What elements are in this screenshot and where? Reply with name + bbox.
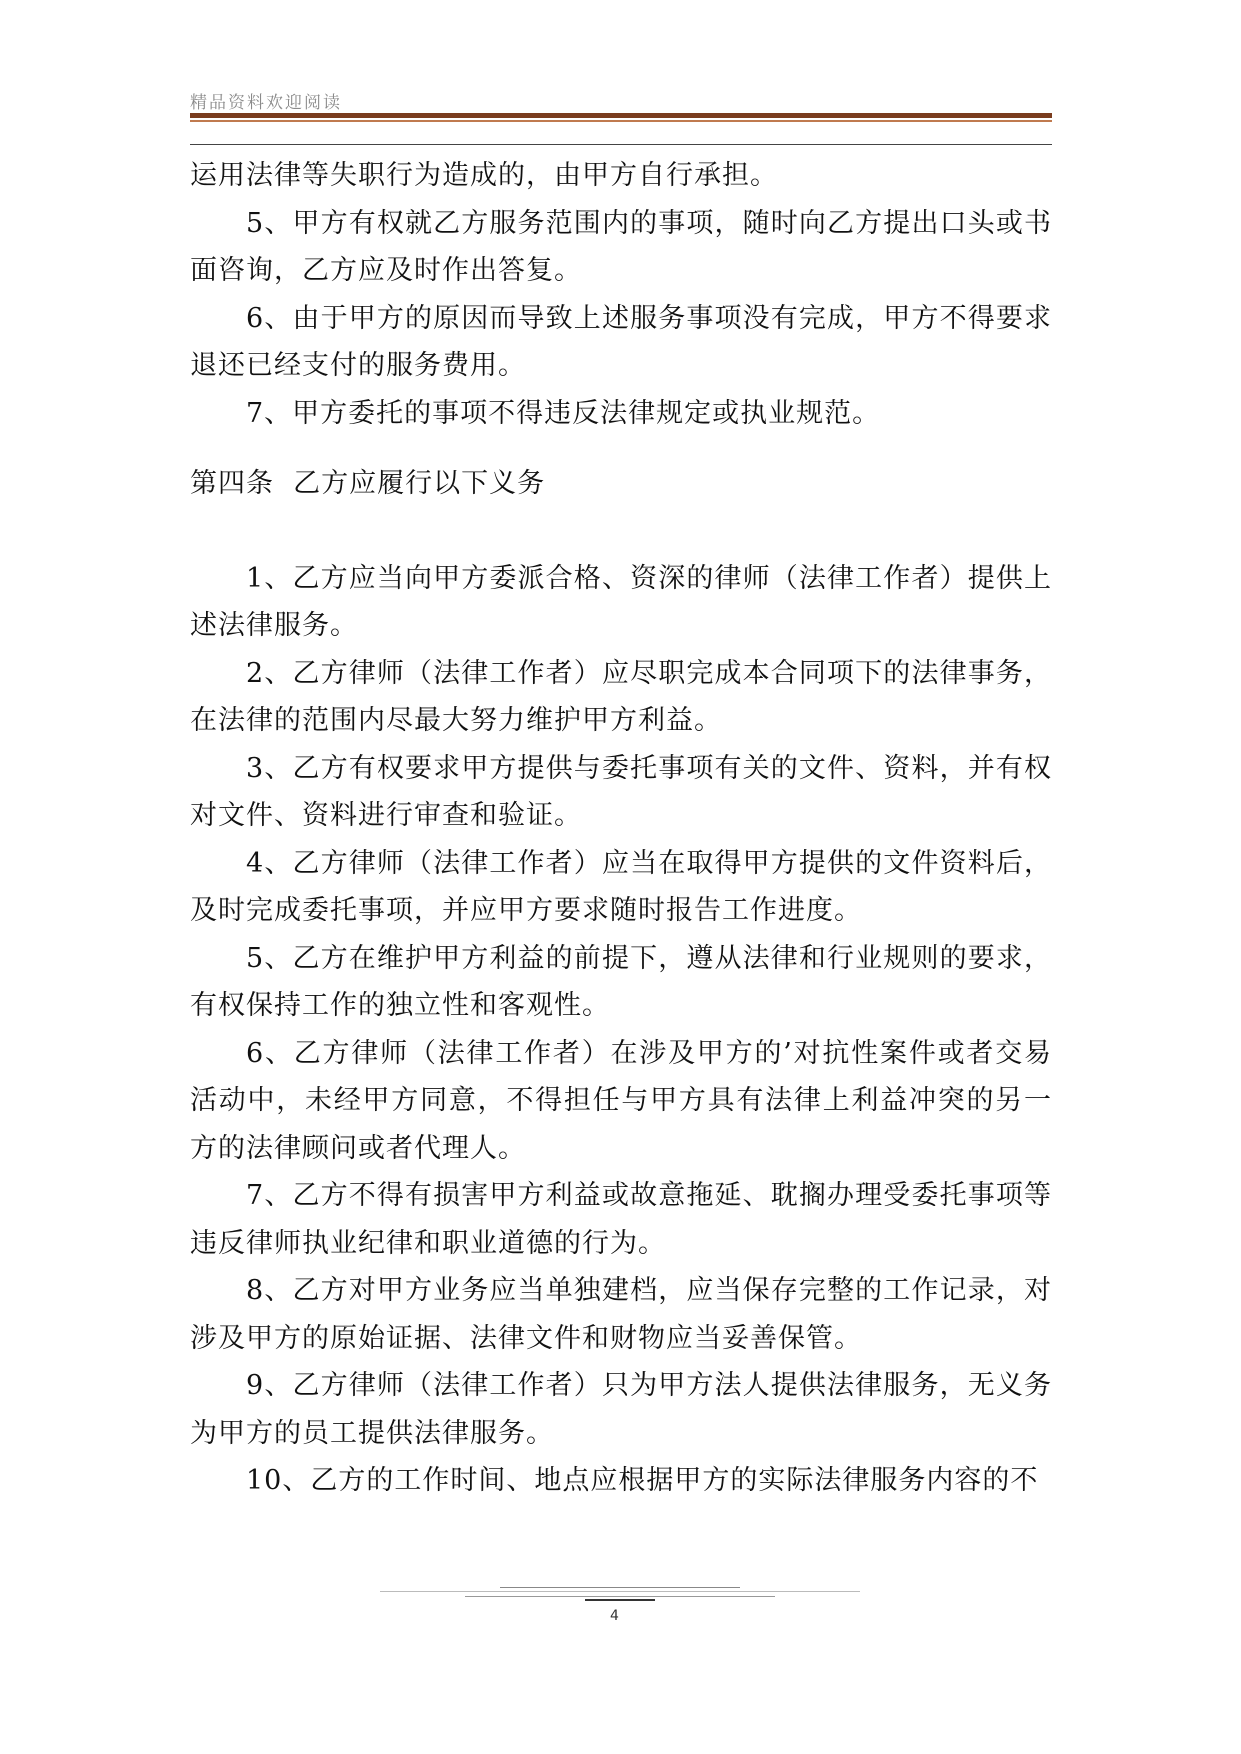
clause-paragraph: 4、乙方律师（法律工作者）应当在取得甲方提供的文件资料后，及时完成委托事项，并应甲方要求随时报告工作进度。 bbox=[190, 847, 1052, 926]
clause-paragraph: 9、乙方律师（法律工作者）只为甲方法人提供法律服务，无义务为甲方的员工提供法律服务。 bbox=[190, 1370, 1052, 1449]
clause-paragraph: 7、甲方委托的事项不得违反法律规定或执业规范。 bbox=[246, 397, 881, 429]
header-rule-thin bbox=[190, 144, 1052, 145]
clause-paragraph: 6、由于甲方的原因而导致上述服务事项没有完成，甲方不得要求退还已经支付的服务费用。 bbox=[190, 302, 1052, 381]
header-rule-accent bbox=[190, 120, 1052, 122]
clause-paragraph: 1、乙方应当向甲方委派合格、资深的律师（法律工作者）提供上述法律服务。 bbox=[190, 562, 1052, 641]
clause-paragraph: 8、乙方对甲方业务应当单独建档，应当保存完整的工作记录，对涉及甲方的原始证据、法律文件和财物应当妥善保管。 bbox=[190, 1275, 1052, 1354]
footer-rule-top bbox=[500, 1587, 740, 1588]
clause-paragraph: 10、乙方的工作时间、地点应根据甲方的实际法律服务内容的不 bbox=[246, 1465, 1039, 1496]
footer-rule-short bbox=[465, 1596, 775, 1597]
clause-paragraph: 5、乙方在维护甲方利益的前提下，遵从法律和行业规则的要求，有权保持工作的独立性和客观性。 bbox=[190, 942, 1052, 1021]
footer-rule-long bbox=[380, 1591, 860, 1592]
header-rule-thick bbox=[190, 113, 1052, 118]
clause-paragraph: 2、乙方律师（法律工作者）应尽职完成本合同项下的法律事务，在法律的范围内尽最大努力维护甲方利益。 bbox=[190, 657, 1052, 736]
page-header-text: 精品资料欢迎阅读 bbox=[190, 93, 342, 113]
clause-paragraph: 5、甲方有权就乙方服务范围内的事项，随时向乙方提出口头或书面咨询，乙方应及时作出答复。 bbox=[190, 207, 1052, 286]
document-body bbox=[190, 152, 1052, 1505]
footer-rule-mark bbox=[585, 1599, 655, 1601]
continuation-paragraph: 运用法律等失职行为造成的，由甲方自行承担。 bbox=[190, 160, 778, 191]
section-title: 第四条 乙方应履行以下义务 bbox=[190, 468, 546, 499]
clause-paragraph: 7、乙方不得有损害甲方利益或故意拖延、耽搁办理受委托事项等违反律师执业纪律和职业道德的行为。 bbox=[190, 1180, 1052, 1259]
page-number: 4 bbox=[610, 1608, 619, 1624]
clause-paragraph: 3、乙方有权要求甲方提供与委托事项有关的文件、资料，并有权对文件、资料进行审查和验证。 bbox=[190, 752, 1052, 831]
clause-paragraph: 6、乙方律师（法律工作者）在涉及甲方的’对抗性案件或者交易活动中，未经甲方同意，不得担任与甲方具有法律上利益冲突的另一方的法律顾问或者代理人。 bbox=[190, 1037, 1052, 1164]
